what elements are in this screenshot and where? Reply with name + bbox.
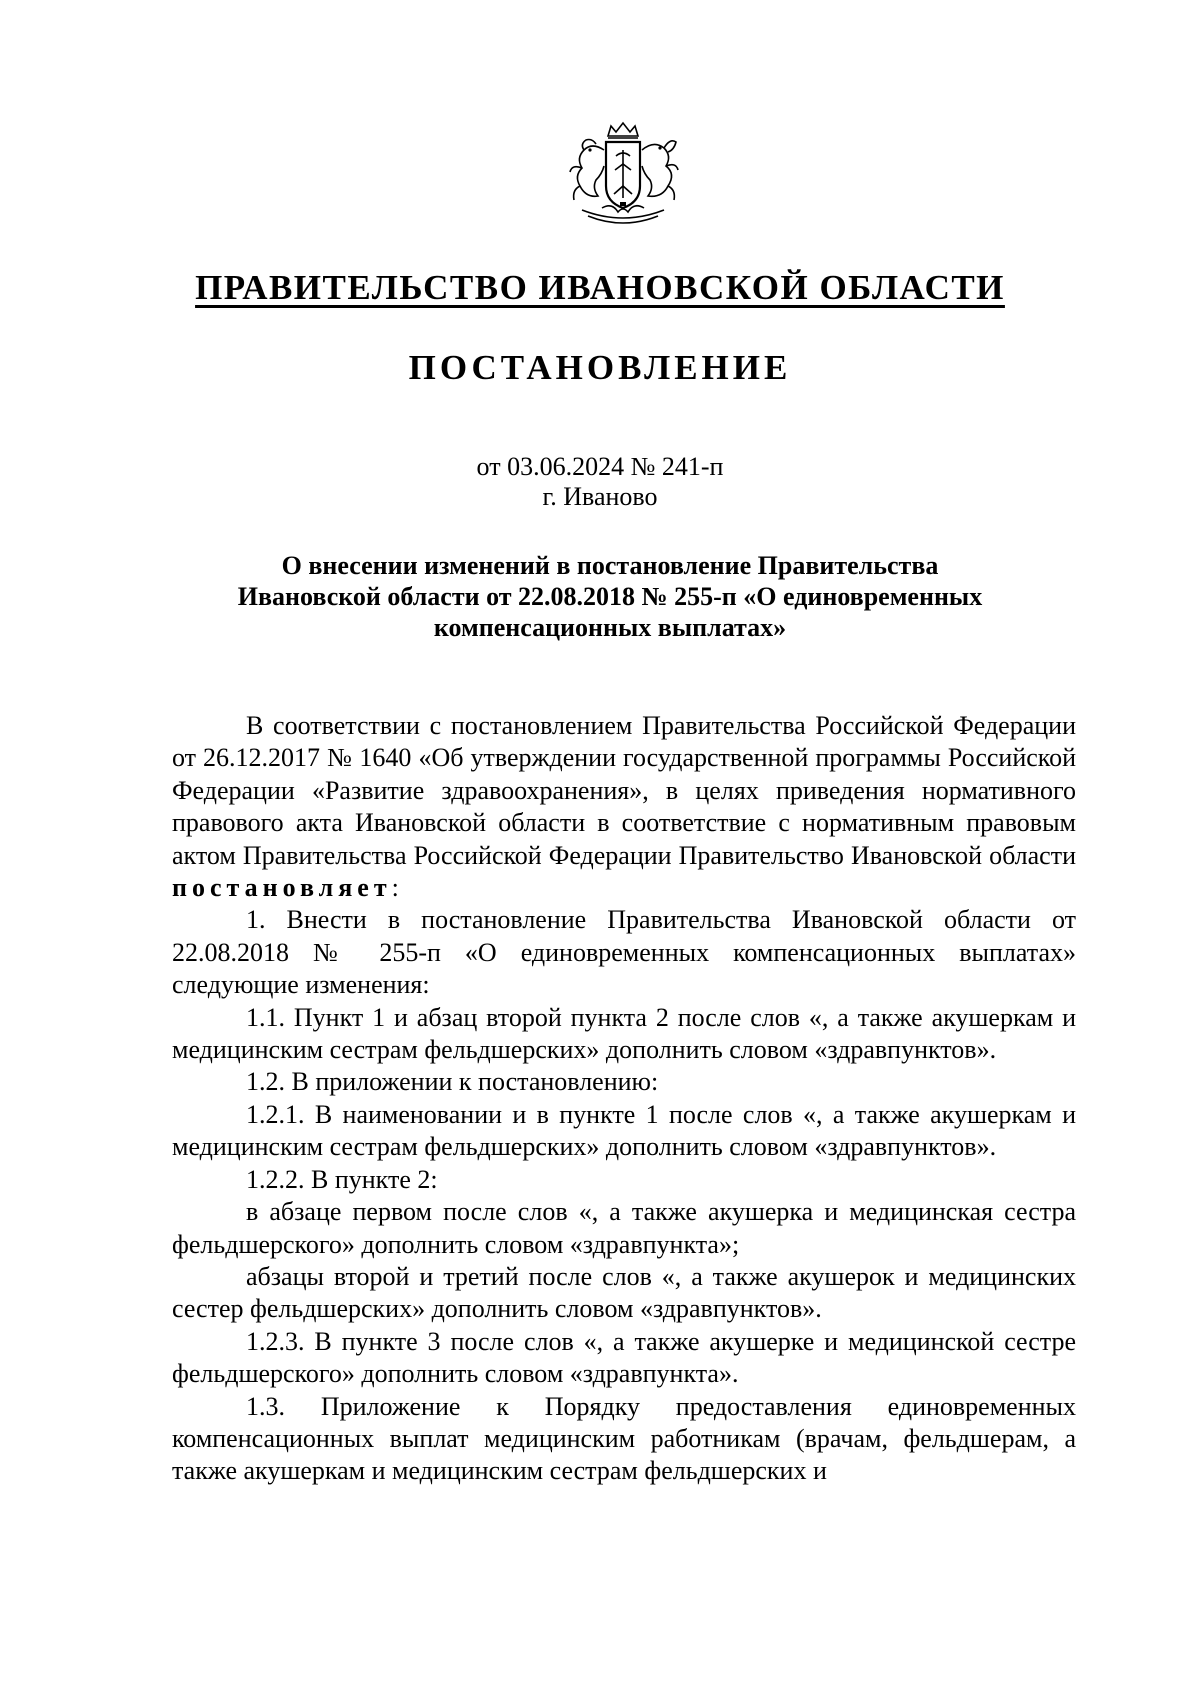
body-paragraph: абзацы второй и третий после слов «, а также акушерок и медицинских сестер фельдшерских» дополнить словом «здравпунктов». [172, 1261, 1076, 1324]
preamble-text: В соответствии с постановлением Правительства Российской Федерации от 26.12.2017 № 1640 «Об утверждении государственной программы Российской Федерации «Развитие здравоохранения», в целях приведения нормативного правового акта Ивановской области в соответствие с нормативным правовым актом Правительства Российской Федерации Правительство Ивановской области [172, 711, 1076, 870]
body-paragraph: 1. Внести в постановление Правительства Ивановской области от 22.08.2018 № 255-п «О единовременных компенсационных выплатах» следующие изменения: [172, 905, 1076, 1000]
body-paragraph: 1.3. Приложение к Порядку предоставления единовременных компенсационных выплат медицинским работникам (врачам, фельдшерам, а также акушеркам и медицинским сестрам фельдшерских и [172, 1391, 1076, 1486]
document-body [172, 710, 1076, 1488]
body-paragraph: 1.2.1. В наименовании и в пункте 1 после слов «, а также акушеркам и медицинским сестрам фельдшерских» дополнить словом «здравпунктов». [172, 1099, 1076, 1162]
body-paragraph: 1.2.3. В пункте 3 после слов «, а также акушерке и медицинской сестре фельдшерского» дополнить словом «здравпункта». [172, 1326, 1076, 1389]
body-paragraph: в абзаце первом после слов «, а также акушерка и медицинская сестра фельдшерского» дополнить словом «здравпункта»; [172, 1197, 1076, 1259]
body-paragraph: 1.1. Пункт 1 и абзац второй пункта 2 после слов «, а также акушеркам и медицинским сестрам фельдшерских» дополнить словом «здравпунктов». [172, 1002, 1076, 1065]
body-paragraph: 1.2. В приложении к постановлению: [246, 1067, 659, 1097]
title-line: Ивановской области от 22.08.2018 № 255-п «О единовременных [237, 582, 983, 611]
preamble-paragraph [172, 710, 1076, 904]
date-number: от 03.06.2024 № 241-п [476, 452, 724, 481]
resolves-word: постановляет [172, 873, 392, 903]
organization-name-text: ПРАВИТЕЛЬСТВО ИВАНОВСКОЙ ОБЛАСТИ [195, 268, 1005, 307]
document-type: ПОСТАНОВЛЕНИЕ [408, 348, 792, 387]
title-line: компенсационных выплатах» [433, 613, 787, 642]
city: г. Иваново [542, 482, 658, 511]
document-meta [0, 452, 1200, 512]
ivanovo-coat-of-arms-icon [562, 120, 684, 230]
title-line: О внесении изменений в постановление Правительства [281, 551, 939, 580]
body-paragraph: 1.2.2. В пункте 2: [246, 1164, 438, 1194]
resolves-suffix: : [391, 873, 399, 903]
organization-name [0, 268, 1200, 308]
document-title [160, 550, 1060, 643]
